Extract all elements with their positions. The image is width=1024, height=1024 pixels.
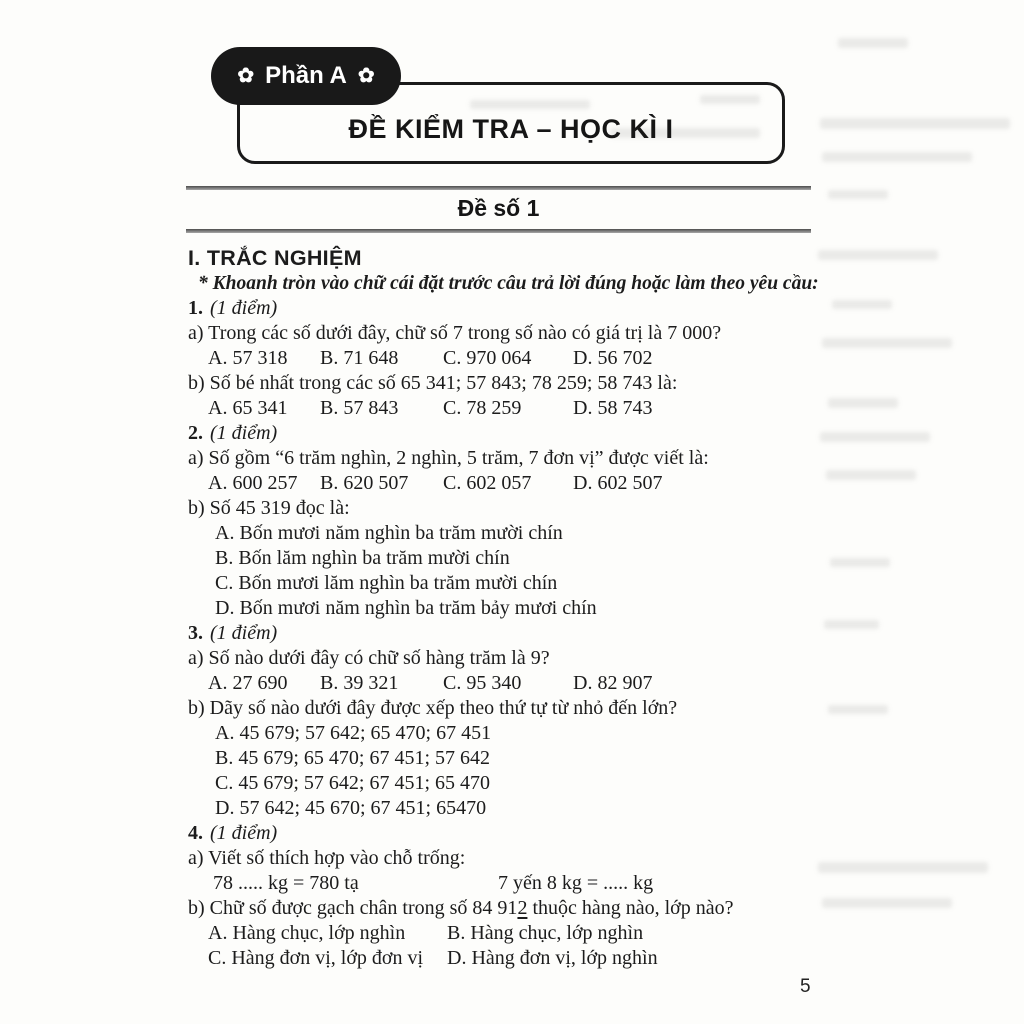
question-points: (1 điểm) (210, 622, 278, 644)
divider-rule-top (186, 186, 811, 190)
question-1-header (188, 296, 816, 321)
option-d: D. 57 642; 45 670; 67 451; 65470 (215, 797, 487, 819)
option-b: B. 71 648 (320, 347, 399, 369)
question-4b-prefix: b) Chữ số được gạch chân trong số 84 91 (188, 897, 518, 919)
option-a: A. 27 690 (208, 672, 288, 694)
question-1b-options (188, 396, 816, 421)
question-4b-suffix: thuộc hàng nào, lớp nào? (527, 897, 734, 919)
question-3a-text: a) Số nào dưới đây có chữ số hàng trăm là 9? (188, 647, 550, 669)
option-d: D. Hàng đơn vị, lớp nghìn (447, 947, 658, 969)
fill-blank-left: 78 ..... kg = 780 tạ (213, 872, 359, 894)
divider-rule-bottom (186, 229, 811, 233)
option-b: B. 620 507 (320, 472, 409, 494)
exam-title: ĐỀ KIỂM TRA – HỌC KÌ I (348, 114, 674, 144)
option-a: A. Hàng chục, lớp nghìn (208, 922, 406, 944)
question-1a-options (188, 346, 816, 371)
question-4a-blanks (188, 871, 816, 896)
bleedthrough-artifact (828, 705, 888, 714)
option-c: C. 602 057 (443, 472, 532, 494)
bleedthrough-artifact (828, 190, 888, 199)
option-c: C. Bốn mươi lăm nghìn ba trăm mười chín (215, 572, 558, 594)
bleedthrough-artifact (820, 118, 1010, 129)
question-4-header (188, 821, 816, 846)
option-b: B. Hàng chục, lớp nghìn (447, 922, 644, 944)
option-a: A. 65 341 (208, 397, 288, 419)
flower-icon: ✿ (357, 65, 375, 87)
question-2b-text: b) Số 45 319 đọc là: (188, 497, 350, 519)
bleedthrough-artifact (828, 398, 898, 408)
question-number: 1. (188, 297, 203, 319)
question-3-header (188, 621, 816, 646)
option-c: C. 95 340 (443, 672, 522, 694)
instruction-text: * Khoanh tròn vào chữ cái đặt trước câu trả lời đúng hoặc làm theo yêu cầu: (198, 273, 819, 294)
part-badge-label: Phần A (265, 62, 347, 89)
question-2a-options (188, 471, 816, 496)
question-4b-options-row1 (188, 921, 816, 946)
bleedthrough-artifact (820, 432, 930, 442)
bleedthrough-artifact (824, 620, 879, 629)
option-d: D. 82 907 (573, 672, 653, 694)
option-d: D. Bốn mươi năm nghìn ba trăm bảy mươi chín (215, 597, 597, 619)
option-b: B. 57 843 (320, 397, 399, 419)
question-number: 4. (188, 822, 203, 844)
question-points: (1 điểm) (210, 422, 278, 444)
bleedthrough-artifact (818, 862, 988, 873)
option-a: A. Bốn mươi năm nghìn ba trăm mười chín (215, 522, 563, 544)
question-3b-text: b) Dãy số nào dưới đây được xếp theo thứ tự từ nhỏ đến lớn? (188, 697, 678, 719)
question-4b-options-row2 (188, 946, 816, 971)
bleedthrough-artifact (838, 38, 908, 48)
exam-number-label: Đề số 1 (457, 195, 540, 221)
question-1a-text: a) Trong các số dưới đây, chữ số 7 trong số nào có giá trị là 7 000? (188, 322, 722, 344)
bleedthrough-artifact (818, 250, 938, 260)
option-d: D. 58 743 (573, 397, 653, 419)
exam-body (188, 246, 819, 971)
underlined-digit: 2 (517, 897, 528, 919)
bleedthrough-artifact (826, 470, 916, 480)
question-number: 3. (188, 622, 203, 644)
question-2a-text: a) Số gồm “6 trăm nghìn, 2 nghìn, 5 trăm, 7 đơn vị” được viết là: (188, 447, 709, 469)
option-a: A. 57 318 (208, 347, 288, 369)
flower-icon: ✿ (237, 65, 255, 87)
option-c: C. Hàng đơn vị, lớp đơn vị (208, 947, 424, 969)
question-1b-text: b) Số bé nhất trong các số 65 341; 57 843; 78 259; 58 743 là: (188, 372, 678, 394)
option-c: C. 45 679; 57 642; 67 451; 65 470 (215, 772, 491, 794)
section-heading: I. TRẮC NGHIỆM (188, 246, 362, 270)
question-2-header (188, 421, 816, 446)
bleedthrough-artifact (832, 300, 892, 309)
bleedthrough-artifact (822, 338, 952, 348)
option-b: B. Bốn lăm nghìn ba trăm mười chín (215, 547, 510, 569)
bleedthrough-artifact (822, 152, 972, 162)
question-4a-text: a) Viết số thích hợp vào chỗ trống: (188, 847, 466, 869)
option-c: C. 78 259 (443, 397, 522, 419)
option-a: A. 45 679; 57 642; 65 470; 67 451 (215, 722, 492, 744)
option-a: A. 600 257 (208, 472, 298, 494)
option-d: D. 56 702 (573, 347, 653, 369)
bleedthrough-artifact (822, 898, 952, 908)
option-b: B. 45 679; 65 470; 67 451; 57 642 (215, 747, 491, 769)
fill-blank-right: 7 yến 8 kg = ..... kg (498, 872, 654, 894)
question-points: (1 điểm) (210, 822, 278, 844)
page-number: 5 (800, 976, 811, 997)
option-c: C. 970 064 (443, 347, 532, 369)
question-points: (1 điểm) (210, 297, 278, 319)
part-badge (211, 47, 401, 105)
question-3a-options (188, 671, 816, 696)
option-b: B. 39 321 (320, 672, 399, 694)
question-4b-text (188, 896, 816, 921)
question-number: 2. (188, 422, 203, 444)
bleedthrough-artifact (830, 558, 890, 567)
option-d: D. 602 507 (573, 472, 663, 494)
